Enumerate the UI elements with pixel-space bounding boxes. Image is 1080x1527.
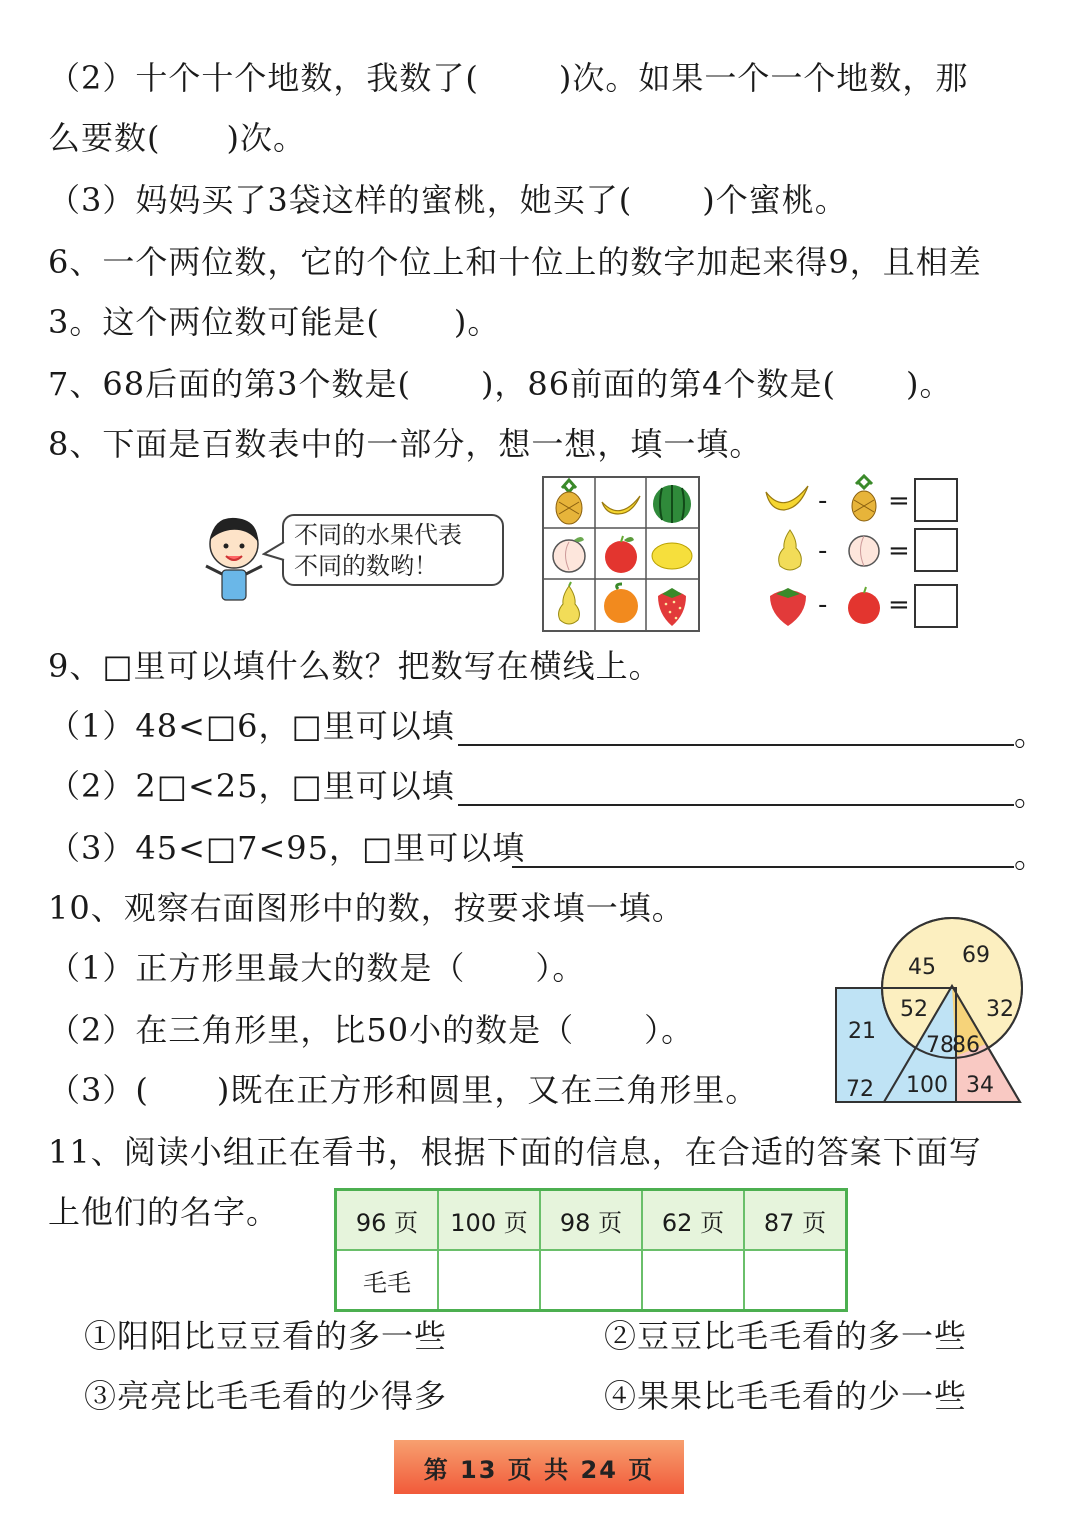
page-footer: 第 13 页 共 24 页 <box>394 1440 684 1494</box>
clue-4: ④果果比毛毛看的少一些 <box>604 1377 968 1415</box>
table-cell: 100 页 <box>438 1190 540 1251</box>
number-78: 78 <box>926 1033 954 1058</box>
table-cell: 98 页 <box>540 1190 642 1251</box>
peach-icon <box>844 530 884 570</box>
answer-box[interactable] <box>914 584 958 628</box>
number-34: 34 <box>966 1073 994 1098</box>
orange-icon <box>604 584 638 623</box>
shapes-figure <box>832 916 1028 1108</box>
boy-illustration <box>200 514 270 604</box>
q8-title: 8、下面是百数表中的一部分，想一想，填一填。 <box>48 425 763 463</box>
q7-line: 7、68后面的第3个数是( )，86前面的第4个数是( )。 <box>48 365 953 403</box>
q9-part1: （1）48<□6，□里可以填 <box>48 707 455 745</box>
q9-part2: （2）2□<25，□里可以填 <box>48 767 455 805</box>
clue-2: ②豆豆比毛毛看的多一些 <box>604 1317 968 1355</box>
banana-icon <box>762 478 814 522</box>
minus-sign: - <box>818 536 828 566</box>
q10-title: 10、观察右面图形中的数，按要求填一填。 <box>48 889 685 927</box>
number-86: 86 <box>952 1033 980 1058</box>
table-row <box>336 1190 847 1251</box>
bubble-line-1: 不同的水果代表 <box>294 521 462 549</box>
table-cell: 87 页 <box>744 1190 847 1251</box>
q11-line1: 11、阅读小组正在看书，根据下面的信息，在合适的答案下面写 <box>48 1133 982 1171</box>
answer-cell[interactable] <box>540 1250 642 1311</box>
answer-cell[interactable] <box>438 1250 540 1311</box>
apple-icon <box>605 536 637 573</box>
pear-icon <box>559 582 580 624</box>
minus-sign: - <box>818 590 828 620</box>
answer-cell[interactable] <box>744 1250 847 1311</box>
q10-part1: （1）正方形里最大的数是（ ）。 <box>48 949 586 987</box>
q5-part3: （3）妈妈买了3袋这样的蜜桃，她买了( )个蜜桃。 <box>48 181 848 219</box>
hundred-chart-fragment <box>542 476 700 632</box>
banana-icon <box>602 496 640 514</box>
equals-sign: = <box>888 486 910 516</box>
strawberry-icon <box>764 584 812 628</box>
number-32: 32 <box>986 997 1014 1022</box>
q9-part3: （3）45<□7<95，□里可以填 <box>48 829 526 867</box>
answer-box[interactable] <box>914 528 958 572</box>
pineapple-icon <box>844 474 884 524</box>
peach-icon <box>553 537 585 572</box>
apple-icon <box>842 584 886 628</box>
clue-1: ①阳阳比豆豆看的多一些 <box>84 1317 448 1355</box>
q5-part2-line2: 么要数( )次。 <box>48 119 306 157</box>
clue-3: ③亮亮比毛毛看的少得多 <box>84 1377 448 1415</box>
speech-bubble <box>282 514 504 586</box>
answer-line[interactable] <box>512 866 1014 868</box>
q10-part2: （2）在三角形里，比50小的数是（ ）。 <box>48 1011 695 1049</box>
equals-sign: = <box>888 536 910 566</box>
table-cell: 62 页 <box>642 1190 744 1251</box>
number-45: 45 <box>908 955 936 980</box>
period: 。 <box>1014 775 1047 813</box>
answer-box[interactable] <box>914 478 958 522</box>
answer-cell[interactable] <box>642 1250 744 1311</box>
reading-table <box>334 1188 848 1312</box>
minus-sign: - <box>818 486 828 516</box>
answer-line[interactable] <box>458 804 1014 806</box>
number-72: 72 <box>846 1077 874 1102</box>
number-52: 52 <box>900 997 928 1022</box>
q6-line2: 3。这个两位数可能是( )。 <box>48 303 501 341</box>
number-69: 69 <box>962 943 990 968</box>
watermelon-icon <box>653 485 691 523</box>
pineapple-icon <box>556 480 582 524</box>
q9-title: 9、□里可以填什么数？把数写在横线上。 <box>48 647 662 685</box>
bubble-tail <box>262 540 286 564</box>
strawberry-icon <box>658 588 686 626</box>
pear-icon <box>768 526 812 576</box>
period: 。 <box>1014 715 1047 753</box>
number-100: 100 <box>906 1073 948 1098</box>
table-cell: 96 页 <box>336 1190 439 1251</box>
period: 。 <box>1014 837 1047 875</box>
number-21: 21 <box>848 1019 876 1044</box>
table-cell: 毛毛 <box>336 1250 439 1311</box>
bubble-line-2: 不同的数哟！ <box>294 552 438 580</box>
lemon-icon <box>652 543 692 569</box>
q6-line1: 6、一个两位数，它的个位上和十位上的数字加起来得9，且相差 <box>48 243 982 281</box>
table-row <box>336 1250 847 1311</box>
q10-part3: （3）( )既在正方形和圆里，又在三角形里。 <box>48 1071 759 1109</box>
q5-part2-line1: （2）十个十个地数，我数了( )次。如果一个一个地数，那 <box>48 59 969 97</box>
answer-line[interactable] <box>458 744 1014 746</box>
q11-line2: 上他们的名字。 <box>48 1193 280 1231</box>
equals-sign: = <box>888 590 910 620</box>
